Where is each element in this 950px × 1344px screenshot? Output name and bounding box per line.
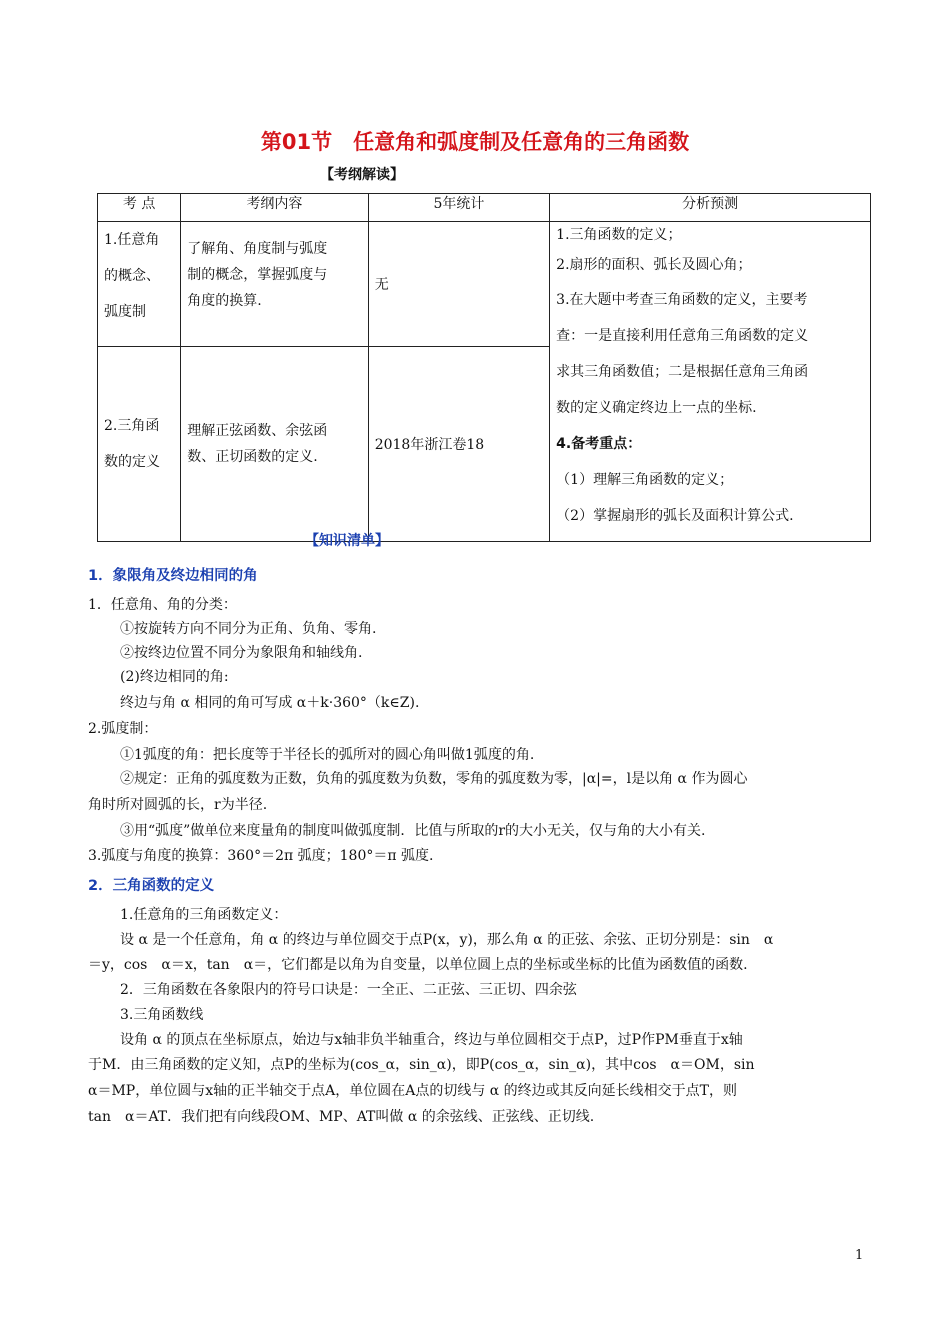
heading-1: 1．象限角及终边相同的角 bbox=[88, 568, 258, 584]
page-number: 1 bbox=[855, 1248, 864, 1263]
body1-line: (2)终边相同的角: bbox=[120, 669, 229, 685]
body2-line: 2．三角函数在各象限内的符号口诀是：一全正、二正弦、三正切、四余弦 bbox=[120, 982, 577, 998]
section-label-knowledge: 【知识清单】 bbox=[305, 533, 389, 549]
header-point: 考 点 bbox=[98, 194, 181, 222]
body1-line: ①1弧度的角：把长度等于半径长的弧所对的圆心角叫做1弧度的角. bbox=[120, 747, 535, 763]
row2-content: 理解正弦函数、余弦函 数、正切函数的定义. bbox=[181, 347, 368, 542]
body1-line: ①按旋转方向不同分为正角、负角、零角. bbox=[120, 621, 377, 637]
outline-table bbox=[97, 193, 871, 542]
header-content: 考纲内容 bbox=[181, 194, 368, 222]
section-label-outline: 【考纲解读】 bbox=[320, 167, 404, 183]
body2-line: ＝y，cos α＝x，tan α＝，它们都是以角为自变量，以单位圆上点的坐标或坐标的比值为函数值的函数. bbox=[88, 957, 748, 973]
body1-line: 角时所对圆弧的长，r为半径. bbox=[88, 797, 268, 813]
body2-line: tan α＝AT．我们把有向线段OM、MP、AT叫做 α 的余弦线、正弦线、正切线. bbox=[88, 1109, 595, 1125]
body1-line: 1．任意角、角的分类： bbox=[88, 597, 237, 613]
analysis-cell: 1.三角函数的定义； 2.扇形的面积、弧长及圆心角； 3.在大题中考查三角函数的定义，主要考 查：一是直接利用任意角三角函数的定义 求其三角函数值；二是根据任意角三角函 数的定义确定终边上一点的坐标. 4.备考重点： （1）理解三角函数的定义； （2）掌握扇形的弧长及面积计算公式. bbox=[550, 222, 871, 542]
body2-line: 3.三角函数线 bbox=[120, 1007, 204, 1023]
page-title: 第01节 任意角和弧度制及任意角的三角函数 bbox=[260, 130, 690, 154]
body1-line: ②规定：正角的弧度数为正数，负角的弧度数为负数，零角的弧度数为零，|α|=，l是以角 α 作为圆心 bbox=[120, 771, 748, 787]
body2-line: 设 α 是一个任意角，角 α 的终边与单位圆交于点P(x，y)，那么角 α 的正弦、余弦、正切分别是：sin α bbox=[120, 932, 774, 948]
header-stats: 5年统计 bbox=[368, 194, 549, 222]
body1-line: 2.弧度制： bbox=[88, 721, 158, 737]
body1-line: ③用“弧度”做单位来度量角的制度叫做弧度制．比值与所取的r的大小无关，仅与角的大小有关. bbox=[120, 823, 706, 839]
body2-line: 设角 α 的顶点在坐标原点，始边与x轴非负半轴重合，终边与单位圆相交于点P，过P作PM垂直于x轴 bbox=[120, 1032, 743, 1048]
body2-line: α＝MP，单位圆与x轴的正半轴交于点A，单位圆在A点的切线与 α 的终边或其反向延长线相交于点T，则 bbox=[88, 1083, 738, 1099]
header-analysis: 分析预测 bbox=[550, 194, 871, 222]
body2-line: 于M．由三角函数的定义知，点P的坐标为(cos_α，sin_α)，即P(cos_α，sin_α)，其中cos α＝OM，sin bbox=[88, 1057, 755, 1073]
body1-line: 终边与角 α 相同的角可写成 α＋k·360°（k∈Z). bbox=[120, 695, 420, 711]
body1-line: ②按终边位置不同分为象限角和轴线角. bbox=[120, 645, 363, 661]
heading-2: 2．三角函数的定义 bbox=[88, 878, 215, 894]
row2-stats: 2018年浙江卷18 bbox=[368, 347, 549, 542]
row1-content: 了解角、角度制与弧度 制的概念，掌握弧度与 角度的换算. bbox=[181, 222, 368, 347]
row2-point: 2.三角函 数的定义 bbox=[98, 347, 181, 542]
row1-point: 1.任意角 的概念、 弧度制 bbox=[98, 222, 181, 347]
row1-stats: 无 bbox=[368, 222, 549, 347]
body1-line: 3.弧度与角度的换算：360°＝2π 弧度；180°＝π 弧度. bbox=[88, 848, 434, 864]
body2-line: 1.任意角的三角函数定义： bbox=[120, 907, 288, 923]
